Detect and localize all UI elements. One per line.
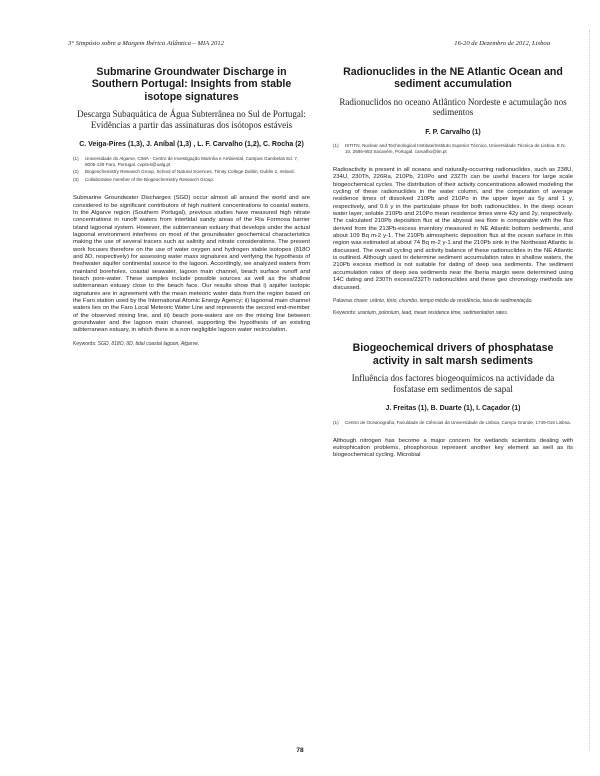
keywords-label: Keywords: bbox=[333, 310, 357, 317]
article-authors: J. Freitas (1), B. Duarte (1), I. Caçador (1) bbox=[385, 405, 521, 413]
affiliation-number: (3) bbox=[73, 177, 79, 183]
left-column bbox=[73, 58, 310, 347]
affiliation bbox=[333, 420, 573, 426]
article-subtitle: Descarga Subaquática de Água Subterrânea no Sul de Portugal: Evidências a partir das assinaturas dos isótopos estáveis bbox=[77, 109, 306, 130]
scan-edge-artifact bbox=[589, 30, 596, 750]
article-subtitle: Influência dos factores biogeoquímicos na actividade da fosfatase em sedimentos de sapal bbox=[351, 373, 555, 394]
abstract-body: Although nitrogen has become a major concern for wetlands scientists dealing with eutrophication problems, phosphorous represent another key element as well as its biogeochemical cycling. Microbial bbox=[333, 437, 573, 459]
keywords-pt-label: Palavras chave: bbox=[333, 297, 369, 304]
keywords-text: uranium, polonium, lead, mean residence time, sedimentation rates. bbox=[357, 310, 509, 317]
affiliation-text: Collaborative member of the Biogeochemistry Research Group. bbox=[85, 177, 215, 183]
affiliation-number: (1) bbox=[333, 419, 339, 425]
right-column bbox=[333, 58, 573, 466]
affiliation bbox=[73, 177, 310, 183]
affiliation-text: Biogeochemistry Research Group, School of Natural Sciences, Trinity College Dublin, Dublin 2, Ireland. bbox=[85, 169, 295, 175]
article-title: Biogeochemical drivers of phosphatase activity in salt marsh sediments bbox=[352, 342, 554, 367]
keywords-pt-text: urânio, tório, chumbo, tempo médio de residência, taxa de sedimentação. bbox=[369, 297, 533, 304]
affiliation-text: Centro de Oceanografia, Faculdade de Ciências da Universidade de Lisboa, Campo Grande, 1749-016 Lisboa. bbox=[345, 419, 572, 425]
running-header-left: 3° Simpósio sobre a Margem Ibérica Atlântica – MIA 2012 bbox=[68, 40, 224, 47]
affiliations-list bbox=[333, 420, 573, 426]
abstract-body: Submarine Groundwater Discharges (SGD) occur almost all around the world and are considered to be significant contributors of high nutrient concentrations to coastal waters. In the Algarve region (Southern Portugal), previous studies have measured high nitrate concentrations in runoff waters from intertidal sandy areas of the Ria Formosa barrier island lagoonal system. However, the subterranean estuary that develops under the actual lagoonal environment interferes on most of the groundwater geochemical characteristics making the use of several tracers such as salinity and nitrate considerations. The present work focuses therefore on the use of water oxygen and hydrogen stable isotopes (δ18O and δD, respectively) for assessing water mass signatures and verifying the hypothesis of freshwater aquifer continental source to the lagoon. Accordingly, we analyzed waters from mainland boreholes, coastal seawater, lagoon main channel, beach surface runoff and beach pore-water. These samples include possible sources as well as the shallow subterranean estuary close to the beach face. Our results show that i) aquifer isotopic signatures are in agreement with the mean meteoric water data from the region based on the Faro station used by the International Atomic Energy Agency; ii) lagoonal main channel waters lies on the Faro Local Meteoric Water Line and represents the second end-member of the observed mixing line, and iii) beach pore-waters are on the mixing line between groundwater and the lagoon main channel, supporting the hypothesis of an existing subterranean estuary, in which there is a non negligible lagoon water recirculation. bbox=[73, 195, 310, 334]
affiliation-number: (2) bbox=[73, 169, 79, 175]
affiliations-list bbox=[333, 143, 573, 155]
affiliation-text: ISTITN, Nuclear and Technological Institute/Instituto Superior Técnico, Universidade Técnica de Lisboa, E.N. 10, 2686-953 Sacavém, Portugal. carvalho@itn.pt bbox=[345, 143, 566, 155]
affiliation bbox=[73, 169, 310, 175]
keywords-pt bbox=[333, 298, 573, 304]
affiliation bbox=[333, 143, 573, 155]
affiliation bbox=[73, 156, 310, 168]
article-title: Radionuclides in the NE Atlantic Ocean and sediment accumulation bbox=[343, 66, 563, 91]
section-divider bbox=[333, 316, 573, 334]
affiliation-text: Universidade do Algarve, CIMA - Centro de Investigação Marinha e Ambiental, Campus Gambelas Ed. 7, 8005-139 Faro, Portugal. cvpires@ualg.pt bbox=[85, 155, 299, 167]
abstract-body: Radioactivity is present in all oceans and naturally-occurring radionuclides, such as 238U, 234U, 230Th, 226Ra, 210Pb, 210Po and 232Th can be useful tracers for large scale biogeochemical cycles. The distribution of their activity concentrations allowed modeling the cycling of these radionuclides in the water column, and the computation of average residence times of dissolved 210Pb and 210Po in the upper layer as 5y and 1 y, respectively, and 0.6 y in the particulate phase for both radionuclides. In the deep ocean water layer, soluble 210Pb and 210Po mean residence times were 42y and 2y, respectively. The calculated 210Pb deposition flux at the abyssal sea floor is comparable with the flux derived from the 213Pb-excess inventory measured in NE Atlantic bottom sediments, and about 109 Bq m-2 y-1. The 210Pb atmospheric deposition flux at the ocean surface in this region was estimated at about 74 Bq m-2 y-1 and the 210Pb sink in the Northeast Atlantic is discussed. The overall cycling and activity balance of these radionuclides in the NE Atlantic is outlined. Although used to determine sediment accumulation rates in shallow waters, the 210Pb excess method is not suitable for dating of deep sea sediments. The sediment accumulation rates of deep sea sediments near the Iberia margin were determined using 14C dating and 230Th excess/232Th radionuclides and these geo chronology methods are discussed. bbox=[333, 167, 573, 291]
article-authors: F. P. Carvalho (1) bbox=[425, 129, 481, 136]
article-title: Submarine Groundwater Discharge in Southern Portugal: Insights from stable isotope signatures bbox=[91, 66, 292, 103]
affiliation-number: (1) bbox=[73, 155, 79, 161]
page-number: 78 bbox=[296, 747, 304, 754]
affiliation-number: (1) bbox=[333, 143, 339, 149]
running-header-right: 16-20 de Dezembro de 2012, Lisboa bbox=[454, 40, 550, 47]
keywords bbox=[73, 341, 310, 347]
keywords-label: Keywords: bbox=[73, 340, 97, 347]
affiliations-list bbox=[73, 156, 310, 184]
keywords-text: SGD, δ18O, δD, tidal coastal lagoon, Algarve. bbox=[97, 340, 200, 347]
article-subtitle: Radionuclidos no oceano Atlântico Nordeste e acumulação nos sedimentos bbox=[339, 96, 567, 118]
article-authors: C. Veiga-Pires (1,3), J. Aníbal (1,3) , L. F. Carvalho (1,2), C. Rocha (2) bbox=[79, 141, 304, 149]
